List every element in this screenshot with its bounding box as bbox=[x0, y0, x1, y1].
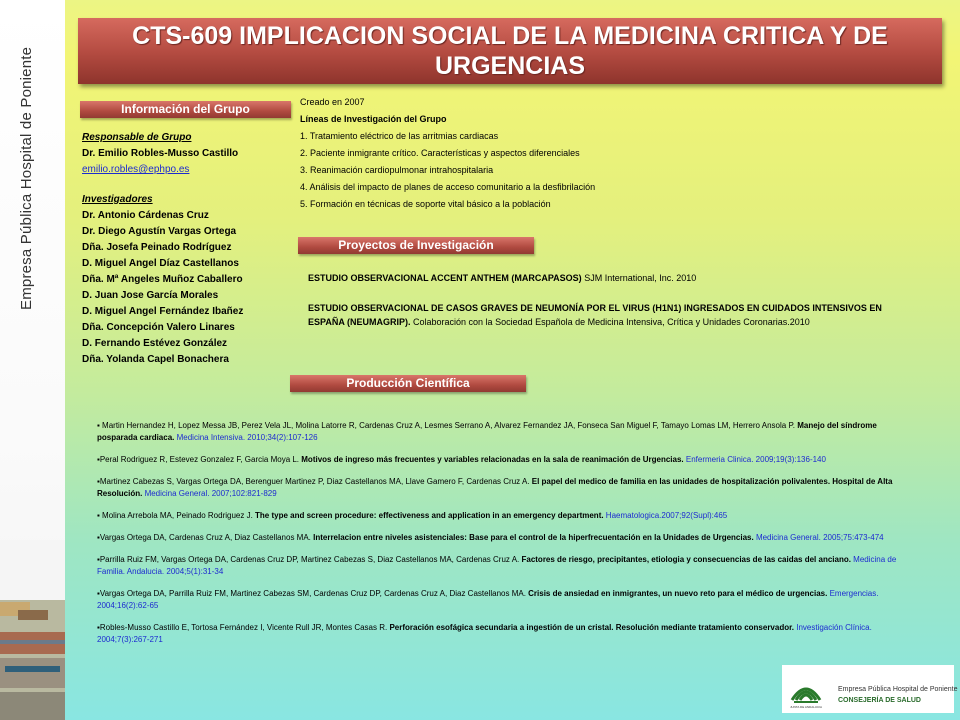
publication-title: Manejo del síndrome posparada cardiaca. bbox=[97, 421, 877, 442]
publication-journal: Medicina General. 2005;75:473-474 bbox=[753, 533, 884, 542]
publication-journal: Investigación Clínica. 2004;7(3):267-271 bbox=[97, 623, 872, 644]
investigator-item: Dña. Mª Angeles Muñoz Caballero bbox=[82, 274, 243, 285]
project-detail: SJM International, Inc. 2010 bbox=[581, 273, 697, 283]
publication-title: The type and screen procedure: effectiveness and application in an emergency department. bbox=[255, 511, 604, 520]
publication-title: Perforación esofágica secundaria a ingestión de un cristal. Resolución mediante tratamiento conservador. bbox=[389, 623, 794, 632]
section-header-projects: Proyectos de Investigación bbox=[298, 237, 534, 254]
publication-item bbox=[97, 532, 917, 544]
publication-journal: Medicina de Familia. Andalucia. 2004;5(1):31-34 bbox=[97, 555, 897, 576]
logo-box bbox=[782, 665, 958, 713]
publication-authors: ▪Vargas Ortega DA, Cardenas Cruz A, Diaz Castellanos MA. bbox=[97, 533, 314, 542]
responsible-email-link[interactable]: emilio.robles@ephpo.es bbox=[82, 164, 190, 175]
publication-item bbox=[97, 476, 917, 500]
research-line: 1. Tratamiento eléctrico de las arritmias cardiacas bbox=[300, 131, 499, 141]
research-line: 4. Análisis del impacto de planes de acceso comunitario a la desfibrilación bbox=[300, 182, 596, 192]
project-item bbox=[308, 271, 908, 285]
publication-title: Interrelacion entre niveles asistenciales: Base para el control de la hiperfrecuentación en la Unidades de Urgencias. bbox=[313, 533, 754, 542]
publication-authors: ▪Robles-Musso Castillo E, Tortosa Fernández I, Vicente Rull JR, Montes Casas R. bbox=[97, 623, 390, 632]
investigators-heading: Investigadores bbox=[82, 194, 153, 205]
publication-title: Factores de riesgo, precipitantes, etiologia y consecuencias de las caidas del anciano. bbox=[521, 555, 851, 564]
publication-journal: Medicina Intensiva. 2010;34(2):107-126 bbox=[174, 433, 318, 442]
publication-title: Crisis de ansiedad en inmigrantes, un nuevo reto para el médico de urgencias. bbox=[528, 589, 828, 598]
project-title: ESTUDIO OBSERVACIONAL ACCENT ANTHEM (MARCAPASOS) bbox=[308, 273, 582, 283]
publication-item bbox=[97, 420, 917, 444]
publication-item bbox=[97, 622, 917, 646]
hospital-photo bbox=[0, 540, 65, 720]
research-line: 3. Reanimación cardiopulmonar intrahospitalaria bbox=[300, 165, 494, 175]
publication-journal: Emergencias. 2004;16(2):62-65 bbox=[97, 589, 879, 610]
junta-andalucia-logo bbox=[786, 670, 826, 710]
logo-org-line: Empresa Pública Hospital de Poniente bbox=[838, 686, 958, 693]
responsible-heading: Responsable de Grupo bbox=[82, 132, 192, 143]
investigator-item: Dña. Yolanda Capel Bonachera bbox=[82, 354, 229, 365]
publication-title: Motivos de ingreso más frecuentes y variables relacionadas en la sala de reanimación de Urgencias. bbox=[301, 455, 684, 464]
investigator-item: Dña. Concepción Valero Linares bbox=[82, 322, 235, 333]
investigator-item: Dr. Antonio Cárdenas Cruz bbox=[82, 210, 209, 221]
group-info bbox=[82, 130, 292, 368]
publication-item bbox=[97, 554, 917, 578]
research-line: 2. Paciente inmigrante crítico. Características y aspectos diferenciales bbox=[300, 148, 580, 158]
research-line: 5. Formación en técnicas de soporte vital básico a la población bbox=[300, 199, 551, 209]
publication-item bbox=[97, 510, 917, 522]
logo-ministry-line: CONSEJERÍA DE SALUD bbox=[838, 697, 921, 704]
left-strip bbox=[0, 0, 65, 720]
project-item bbox=[308, 301, 908, 329]
publication-authors: ▪Vargas Ortega DA, Parrilla Ruiz FM, Martinez Cabezas SM, Cardenas Cruz DP, Cardenas Cruz A, Diaz Castellanos MA. bbox=[97, 589, 529, 598]
poster-title: CTS-609 IMPLICACION SOCIAL DE LA MEDICINA CRITICA Y DE URGENCIAS bbox=[132, 22, 888, 80]
publication-authors: ▪Peral Rodriguez R, Estevez Gonzalez F, Garcia Moya L. bbox=[97, 455, 302, 464]
investigator-item: Dr. Diego Agustín Vargas Ortega bbox=[82, 226, 237, 237]
publication-authors: ▪ Molina Arrebola MA, Peinado Rodriguez J. bbox=[97, 511, 256, 520]
investigator-item: D. Juan Jose García Morales bbox=[82, 290, 219, 301]
publication-item bbox=[97, 588, 917, 612]
project-title: ESTUDIO OBSERVACIONAL DE CASOS GRAVES DE NEUMONÍA POR EL VIRUS (H1N1) INGRESADOS EN CUIDADOS INTENSIVOS EN ESPAÑA (NEUMAGRIP). bbox=[308, 303, 882, 327]
research-lines-heading: Líneas de Investigación del Grupo bbox=[300, 114, 447, 124]
publication-title: El papel del medico de familia en las unidades de hospitalización polivalentes. Hospital de Alta Resolución. bbox=[97, 477, 893, 498]
investigator-item: D. Miguel Angel Díaz Castellanos bbox=[82, 258, 239, 269]
publications-list bbox=[97, 420, 917, 656]
publication-journal: Haematologica.2007;92(Supl):465 bbox=[603, 511, 728, 520]
junta-caption: JUNTA DE ANDALUCIA bbox=[789, 705, 823, 709]
sidebar-org-name: Empresa Pública Hospital de Poniente bbox=[18, 46, 35, 310]
research-lines bbox=[300, 96, 940, 215]
publication-authors: ▪ Martin Hernandez H, Lopez Messa JB, Perez Vela JL, Molina Latorre R, Cardenas Cruz A, Lesmes Serrano A, Alvarez Fernandez JA, Fonseca San Miguel F, Tamayo Lomas LM, Herrero Ansola P. bbox=[97, 421, 798, 430]
publication-authors: ▪Parrilla Ruiz FM, Vargas Ortega DA, Cardenas Cruz DP, Martinez Cabezas S, Diaz Castellanos MA, Cardenas Cruz A. bbox=[97, 555, 522, 564]
section-header-production: Producción Científica bbox=[290, 375, 526, 392]
responsible-name: Dr. Emilio Robles-Musso Castillo bbox=[82, 148, 239, 159]
investigator-item: Dña. Josefa Peinado Rodríguez bbox=[82, 242, 232, 253]
publication-authors: ▪Martinez Cabezas S, Vargas Ortega DA, Berenguer Martinez P, Diaz Castellanos MA, Llave Gamero F, Cardenas Cruz A. bbox=[97, 477, 532, 486]
project-detail: Colaboración con la Sociedad Española de Medicina Intensiva, Crítica y Unidades Coronarias.2010 bbox=[410, 317, 810, 327]
publication-journal: Enfermeria Clinica. 2009;19(3):136-140 bbox=[683, 455, 826, 464]
created-year: Creado en 2007 bbox=[300, 97, 365, 107]
title-banner bbox=[78, 18, 942, 84]
section-header-info: Información del Grupo bbox=[80, 101, 291, 118]
projects-list bbox=[308, 271, 908, 329]
investigator-item: D. Fernando Estévez González bbox=[82, 338, 228, 349]
publication-journal: Medicina General. 2007;102:821-829 bbox=[142, 489, 277, 498]
publication-item bbox=[97, 454, 917, 466]
investigator-item: D. Miguel Angel Fernández Ibañez bbox=[82, 306, 244, 317]
